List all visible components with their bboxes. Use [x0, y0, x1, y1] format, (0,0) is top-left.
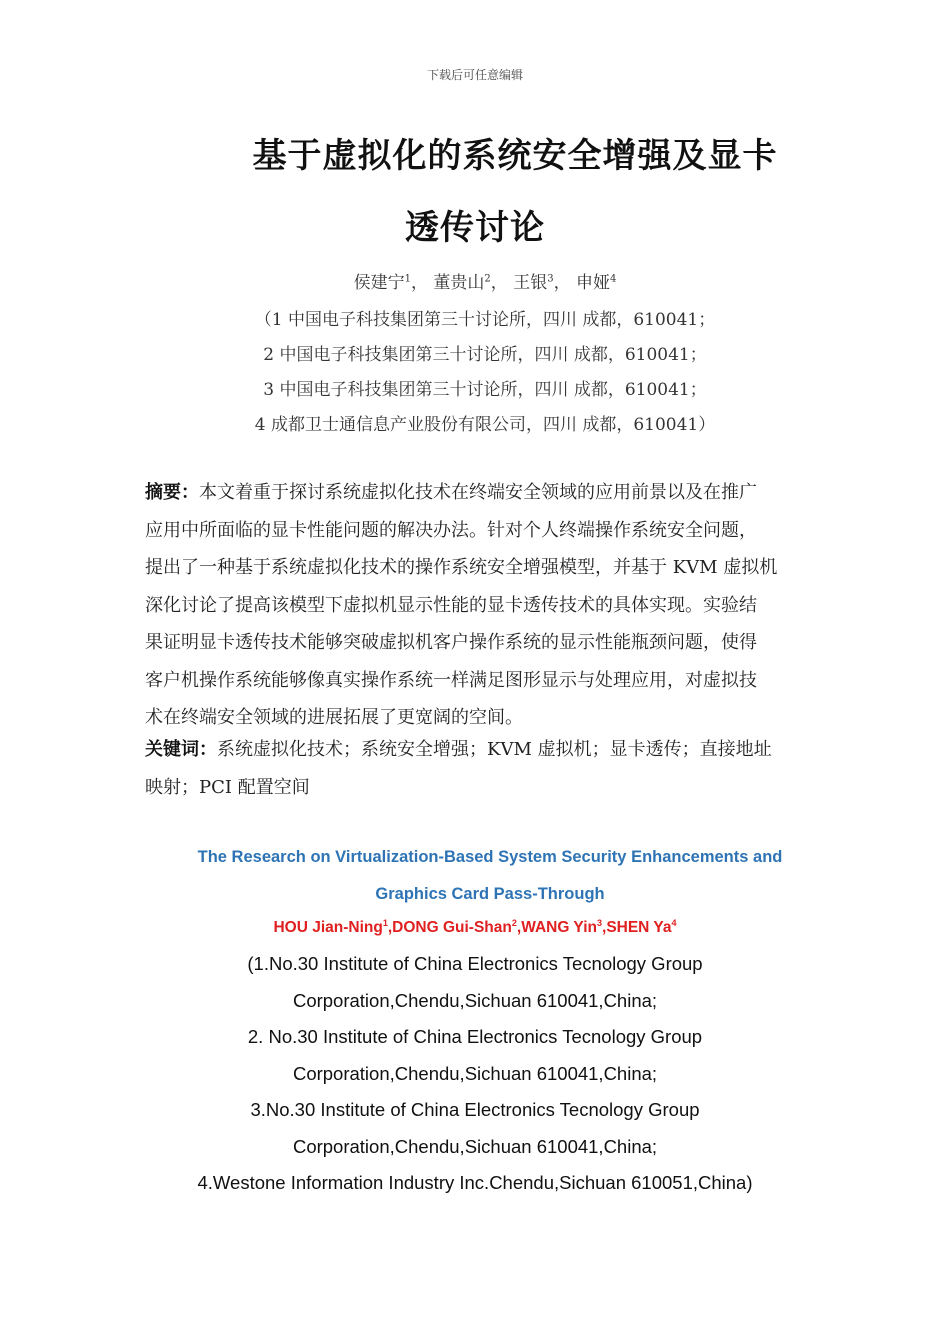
author-name: 侯建宁 [353, 273, 405, 293]
title-line-1: 基于虚拟化的系统安全增强及显卡 [252, 136, 778, 176]
page-header: 下载后可任意编辑 [426, 68, 523, 82]
english-affiliation-line: Corporation,Chendu,Sichuan 610041,China; [292, 1136, 658, 1157]
authors-cn [0, 268, 950, 293]
abstract-label: 摘要： [145, 482, 199, 503]
abstract-line: 深化讨论了提高该模型下虚拟机显示性能的显卡透传技术的具体实现。实验结 [145, 594, 757, 616]
abstract-line: 提出了一种基于系统虚拟化技术的操作系统安全增强模型，并基于 KVM 虚拟机 [145, 557, 778, 578]
english-title-line-1: The Research on Virtualization-Based System Security Enhancements and [197, 848, 783, 866]
affiliation-cn-4: 4 成都卫士通信息产业股份有限公司，四川 成都，610041） [254, 415, 716, 435]
english-affiliation-line: Corporation,Chendu,Sichuan 610041,China; [292, 1063, 658, 1084]
title-line-2: 透传讨论 [405, 208, 545, 248]
english-affiliation-line: Corporation,Chendu,Sichuan 610041,China; [292, 990, 658, 1011]
affiliation-cn-2: 2 中国电子科技集团第三十讨论所，四川 成都，610041； [263, 345, 707, 365]
author-sup: 1 [404, 273, 412, 285]
keywords [145, 731, 810, 806]
keywords-label: 关键词： [145, 739, 217, 760]
author-sup: 2 [484, 273, 491, 285]
author-sep: ， [411, 273, 429, 293]
author-sup: 4 [609, 273, 617, 285]
english-affiliation-line: (1.No.30 Institute of China Electronics Tecnology Group [247, 953, 703, 974]
author-name: 董贵山 [433, 273, 485, 293]
abstract-line: 术在终端安全领域的进展拓展了更宽阔的空间。 [145, 707, 523, 728]
affiliation-cn-1: （1 中国电子科技集团第三十讨论所，四川 成都，610041； [254, 310, 716, 330]
author-name: 王银 [513, 273, 548, 293]
keywords-line: 映射；PCI 配置空间 [145, 776, 310, 798]
affiliation-cn-3: 3 中国电子科技集团第三十讨论所，四川 成都，610041； [263, 380, 707, 400]
author-sep: ， [553, 273, 571, 293]
author-name: 申娅 [575, 273, 610, 293]
english-affiliation-line: 2. No.30 Institute of China Electronics Tecnology Group [247, 1026, 703, 1047]
abstract-line: 客户机操作系统能够像真实操作系统一样满足图形显示与处理应用，对虚拟技 [145, 669, 757, 691]
keywords-line: 关键词：系统虚拟化技术；系统安全增强；KVM 虚拟机；显卡透传；直接地址 [145, 739, 772, 760]
author-sup: 3 [547, 273, 554, 285]
author-sep: ， [490, 273, 508, 293]
abstract-line: 果证明显卡透传技术能够突破虚拟机客户操作系统的显示性能瓶颈问题，使得 [145, 632, 757, 653]
english-affiliation-line: 3.No.30 Institute of China Electronics Tecnology Group [250, 1099, 700, 1120]
abstract [145, 474, 810, 737]
abstract-line: 应用中所面临的显卡性能问题的解决办法。针对个人终端操作系统安全问题， [145, 519, 757, 541]
english-title-line-2: Graphics Card Pass-Through [375, 885, 605, 903]
english-affiliation-line: 4.Westone Information Industry Inc.Chendu,Sichuan 610051,China) [197, 1172, 753, 1193]
english-authors: HOU Jian-Ning$^1$,DONG Gui-Shan$^2$,WANG Yin$^3$,SHEN Ya$^4$ [273, 918, 677, 937]
abstract-line: 摘要：本文着重于探讨系统虚拟化技术在终端安全领域的应用前景以及在推广 [145, 482, 757, 503]
